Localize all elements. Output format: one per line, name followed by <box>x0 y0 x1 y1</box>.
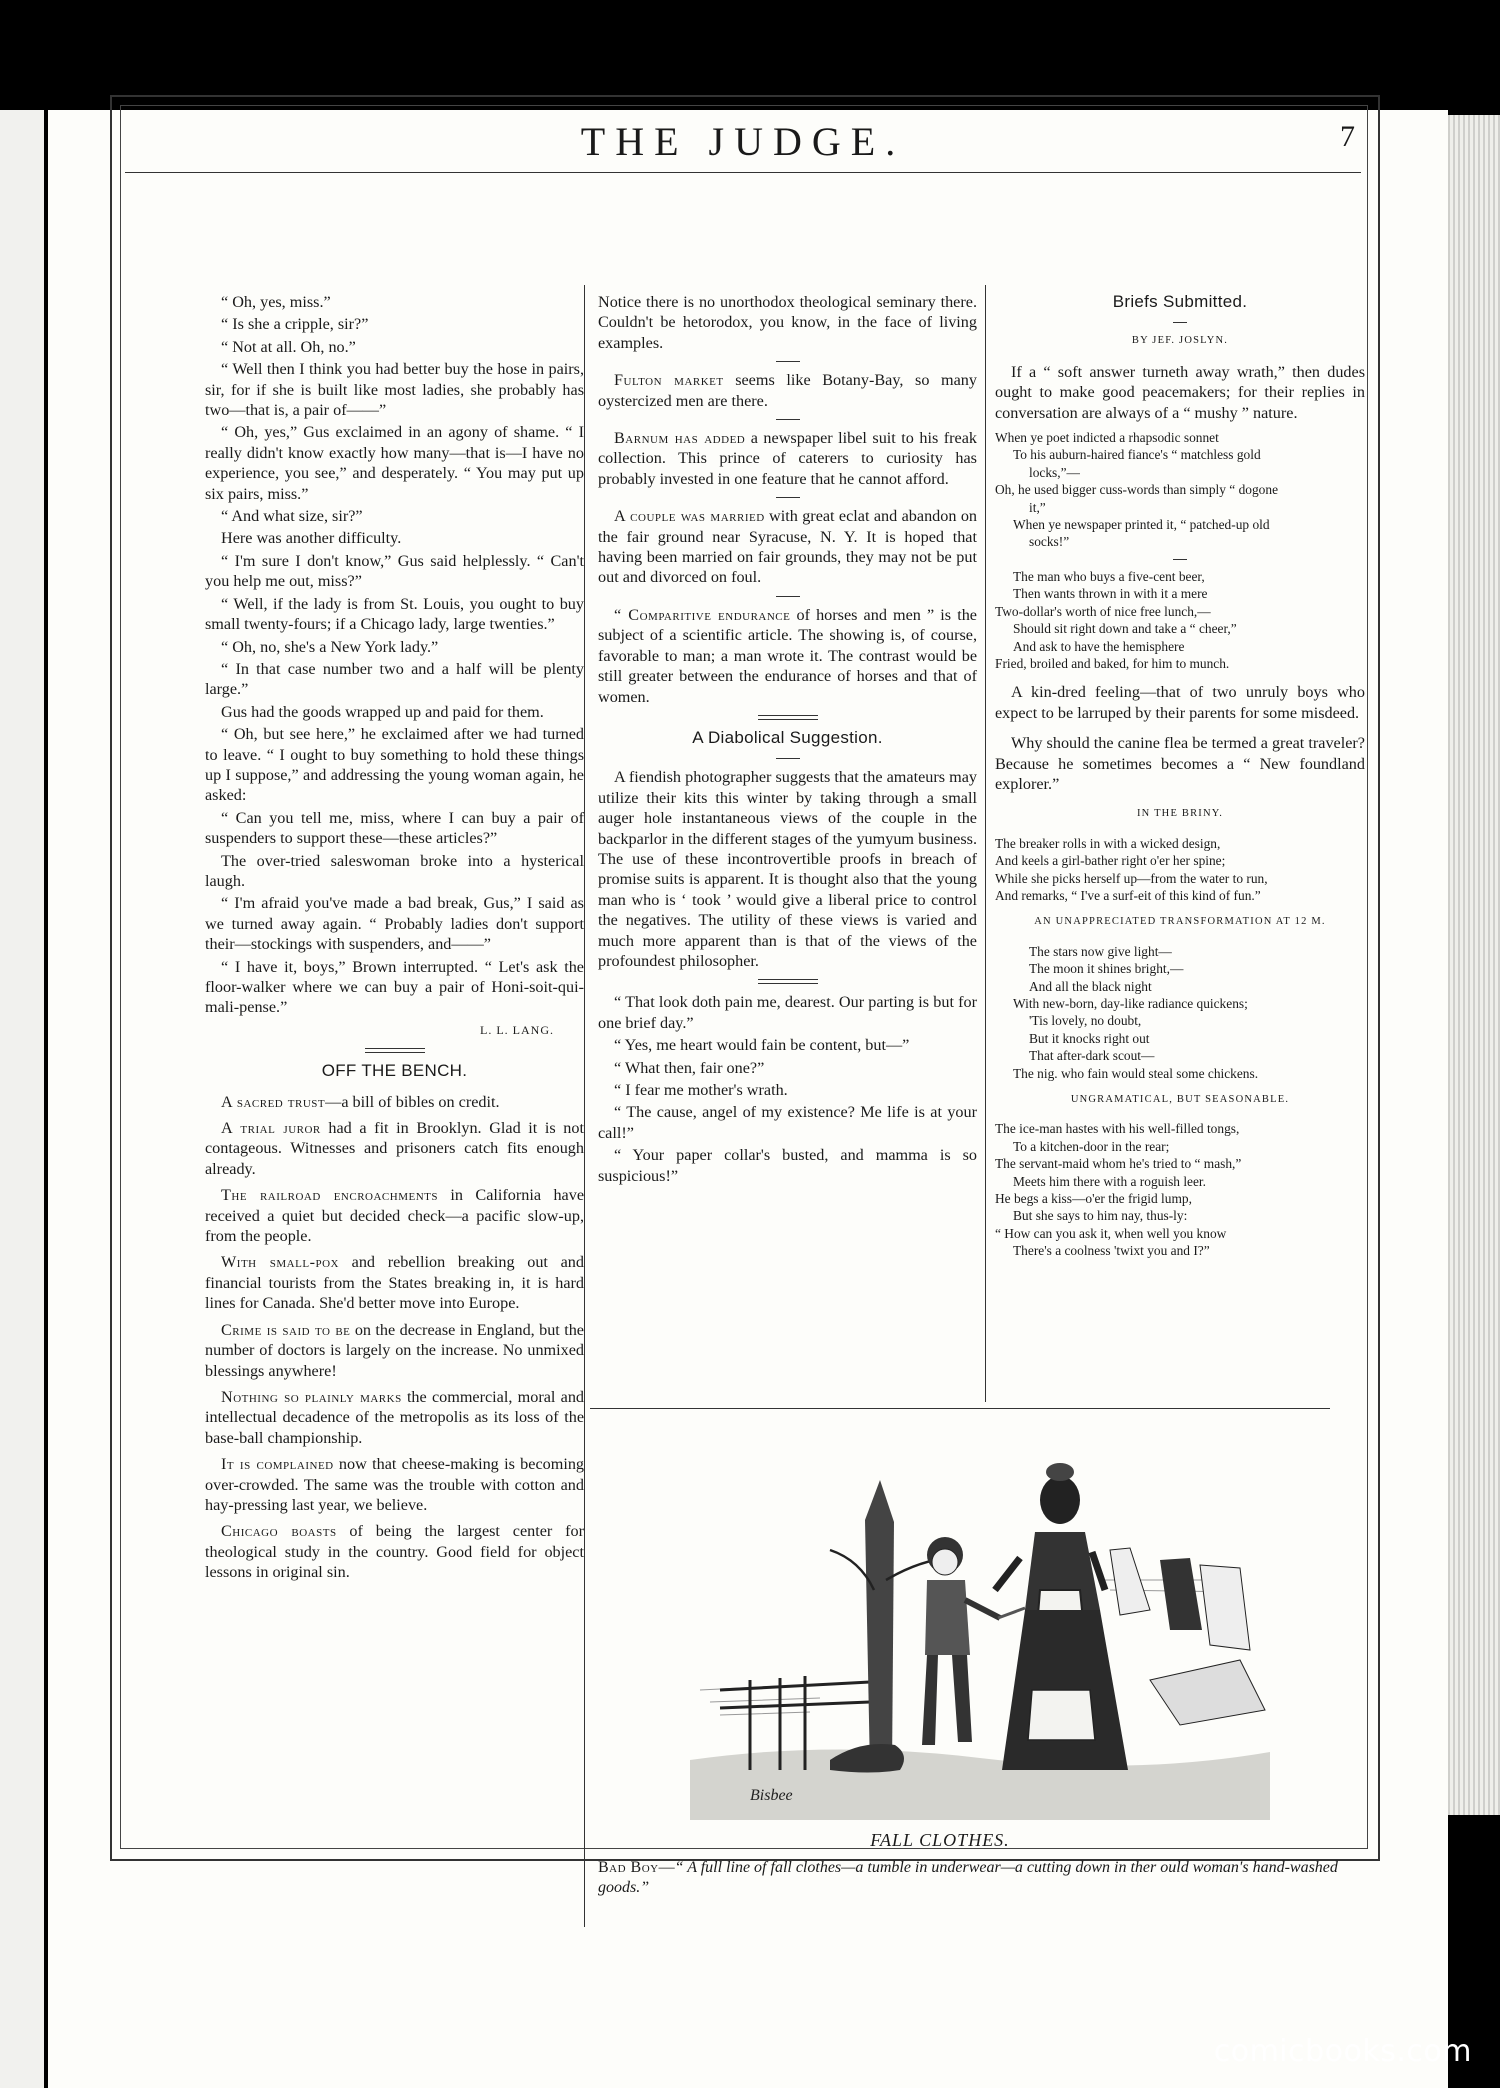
poem-line: “ How can you ask it, when well you know <box>995 1225 1227 1241</box>
lovers-dialogue <box>598 992 977 1186</box>
column-3 <box>995 292 1365 1260</box>
watermark-text: comicbooks.com <box>1213 2034 1472 2069</box>
story-dialogue <box>205 292 584 1018</box>
poem-line: Two-dollar's worth of nice free lunch,— <box>995 603 1211 619</box>
broken-tree-post <box>865 1480 894 1770</box>
poem-line: Oh, he used bigger cuss-words than simply “ dogone <box>995 482 1279 498</box>
news-item <box>205 1092 584 1112</box>
dialogue-paragraph: “ Your paper collar's busted, and mamma is so suspicious!” <box>598 1146 977 1185</box>
book-page-edges <box>1448 115 1500 1815</box>
subheading-transformation: AN UNAPPRECIATED TRANSFORMATION AT 12 M. <box>1034 916 1326 928</box>
dialogue-paragraph: Gus had the goods wrapped up and paid for them. <box>221 702 544 721</box>
poem-line: While she picks herself up—from the water to run, <box>995 870 1268 886</box>
off-the-bench-items <box>205 1092 584 1583</box>
news-item <box>205 1454 584 1515</box>
poem-transformation <box>995 943 1365 1082</box>
column-rule-2 <box>985 285 986 1402</box>
poem-line: When ye newspaper printed it, “ patched-up old <box>1013 517 1270 533</box>
short-rule <box>776 758 800 759</box>
dialogue-paragraph: “ Oh, no, she's a New York lady.” <box>221 637 439 656</box>
news-item-text: of horses and men ” is the subject of a scientific article. The showing is, of course, favorable to man; a man wrote it. The contrast would be still greater between the endurance of horses and that of women. <box>598 605 977 706</box>
news-item-text: the commercial, moral and intellectual decadence of the metropolis as its loss of the base-ball championship. <box>205 1387 585 1447</box>
short-rule <box>1173 322 1187 323</box>
news-item-lead: “ Comparitive endurance <box>614 605 791 624</box>
poem-line: The man who buys a five-cent beer, <box>1013 568 1205 584</box>
poem-line: There's a coolness 'twixt you and I?” <box>1013 1243 1210 1259</box>
news-item-text: had a fit in Brooklyn. Glad it is not contageous. Witnesses and prisoners catch fits enough already. <box>205 1119 584 1178</box>
poem-line: Should sit right down and take a “ cheer,” <box>1013 621 1237 637</box>
dialogue-paragraph: “ Oh, yes, miss.” <box>221 293 331 311</box>
poem-line: And ask to have the hemisphere <box>1013 638 1185 654</box>
news-item-text: seems like Botany-Bay, so many oystercized men are there. <box>598 371 977 410</box>
artist-signature: Bisbee <box>750 1787 793 1804</box>
briefs-paragraphs <box>995 682 1365 794</box>
section-heading-off-the-bench: OFF THE BENCH. <box>321 1061 468 1081</box>
poem-line: The breaker rolls in with a wicked design, <box>995 835 1221 851</box>
subheading-ungramatical: UNGRAMATICAL, BUT SEASONABLE. <box>1070 1094 1290 1106</box>
dialogue-paragraph: “ Oh, but see here,” he exclaimed after we had turned to leave. “ I ought to buy something to hold these things up I suppose,” and addressing the young woman again, he asked: <box>205 725 584 805</box>
poem-line: To a kitchen-door in the rear; <box>1013 1138 1170 1154</box>
masthead-rule <box>125 172 1361 173</box>
dialogue-paragraph: “ Well, if the lady is from St. Louis, you ought to buy small twenty-fours; if a Chicago lady, large twenties.” <box>205 594 584 634</box>
poem-line: locks,”— <box>1029 464 1080 480</box>
dialogue-paragraph: “ I'm afraid you've made a bad break, Gus,” I said as we turned away again. “ Probably ladies don't support their—stockings with suspenders, and——” <box>205 894 584 954</box>
news-item <box>205 1320 584 1381</box>
masthead-title: THE JUDGE. <box>580 119 906 164</box>
news-item-lead: Barnum has added <box>614 429 746 448</box>
cartoon-caption: Bad Boy—“ A full line of fall clothes—a tumble in underwear—a cutting down in ther ould woman's hand-washed goods.” <box>598 1859 1338 1896</box>
short-rule <box>776 419 800 420</box>
column-2-items <box>598 361 977 707</box>
short-rule <box>776 361 800 362</box>
poem-line: And all the black night <box>1029 978 1152 994</box>
dialogue-paragraph: “ And what size, sir?” <box>221 507 363 526</box>
poem-line: Fried, broiled and baked, for him to munch. <box>995 655 1230 671</box>
poem-line: 'Tis lovely, no doubt, <box>1029 1013 1142 1029</box>
poem-line: And remarks, “ I've a surf-eit of this kind of fun.” <box>995 887 1261 903</box>
news-item-text: now that cheese-making is becoming over-crowded. The same was the trouble with cotton and hay-pressing last year, we believe. <box>205 1455 585 1514</box>
dialogue-paragraph: “ Yes, me heart would fain be content, but—” <box>614 1036 910 1055</box>
poem-line: And keels a girl-bather right o'er her spine; <box>995 853 1226 869</box>
poem-line: The stars now give light— <box>1029 943 1172 959</box>
briefs-intro: If a “ soft answer turneth away wrath,” then dudes ought to make good peacemakers; for their replies in conversation are always of a “ mushy ” nature. <box>995 362 1365 422</box>
short-rule <box>776 497 800 498</box>
poem-free-lunch <box>995 568 1365 672</box>
news-item-text: and rebellion breaking out and financial tourists from the States breaking in, it is hard lines for Canada. She'd better move into Europe. <box>205 1253 584 1313</box>
poem-ice-man <box>995 1120 1365 1259</box>
double-rule <box>758 979 818 984</box>
poem-line: He begs a kiss—o'er the frigid lump, <box>995 1191 1192 1207</box>
poem-line: To his auburn-haired fiance's “ matchless gold <box>1013 447 1261 463</box>
poem-briny <box>995 835 1365 905</box>
byline: BY JEF. JOSLYN. <box>1131 335 1229 347</box>
dialogue-paragraph: “ I fear me mother's wrath. <box>614 1081 788 1099</box>
poem-line: Then wants thrown in with it a mere <box>1013 586 1208 602</box>
poem-line: But she says to him nay, thus-ly: <box>1013 1208 1188 1224</box>
news-item <box>205 1118 584 1179</box>
short-rule <box>1173 559 1187 560</box>
continued-paragraph: Notice there is no unorthodox theological seminary there. Couldn't be hetorodox, you know, in the face of living examples. <box>598 293 977 352</box>
poem-sonnet <box>995 429 1365 551</box>
column-2 <box>598 292 977 1188</box>
news-item <box>598 370 977 411</box>
cartoon-illustration <box>680 1440 1280 1820</box>
news-item-lead: Nothing so plainly marks <box>221 1387 402 1406</box>
dialogue-paragraph: “ In that case number two and a half will be plenty large.” <box>205 659 584 699</box>
news-item-text: with great eclat and abandon on the fair ground near Syracuse, N. Y. It is hoped that having been married on fair grounds, they may not be put out and divorced on foul. <box>598 507 978 587</box>
dialogue-paragraph: “ The cause, angel of my existence? Me life is at your call!” <box>598 1103 977 1142</box>
cartoon-top-rule <box>590 1408 1330 1409</box>
news-item <box>598 428 977 489</box>
news-item-text: in California have received a quiet but decided check—a pacific slow-up, from the people. <box>205 1186 585 1246</box>
caption-quote: “ A full line of fall clothes—a tumble in underwear—a cutting down in ther ould woman's hand-washed goods.” <box>598 1859 1338 1896</box>
poem-line: The servant-maid whom he's tried to “ mash,” <box>995 1156 1242 1172</box>
column-rule-1 <box>584 285 585 1927</box>
news-item <box>598 605 977 707</box>
news-item <box>205 1252 584 1313</box>
poem-line: The moon it shines bright,— <box>1029 961 1184 977</box>
news-item <box>205 1521 584 1582</box>
poem-line: That after-dark scout— <box>1029 1048 1155 1064</box>
poem-line: But it knocks right out <box>1029 1030 1150 1046</box>
poem-line: it,” <box>1029 499 1046 515</box>
dialogue-paragraph: “ I'm sure I don't know,” Gus said helplessly. “ Can't you help me out, miss?” <box>205 551 584 591</box>
news-item-lead: Fulton market <box>614 371 724 390</box>
news-item-lead: A trial juror <box>221 1119 321 1138</box>
dialogue-paragraph: “ Is she a cripple, sir?” <box>221 315 369 334</box>
briefs-paragraph: A kin-dred feeling—that of two unruly boys who expect to be larruped by their parents for some misdeed. <box>995 683 1365 722</box>
news-item-lead: A couple was married <box>614 507 765 526</box>
dialogue-paragraph: “ Not at all. Oh, no.” <box>221 337 356 356</box>
briefs-paragraph: Why should the canine flea be termed a great traveler? Because he sometimes becomes a “ New foundland explorer.” <box>995 734 1365 793</box>
dialogue-paragraph: “ Well then I think you had better buy the hose in pairs, sir, for if she is built like most ladies, she probably has two—that is, a pair of——” <box>205 360 584 420</box>
double-rule <box>758 715 818 720</box>
news-item-lead: Chicago boasts <box>221 1522 337 1541</box>
section-heading-diabolical: A Diabolical Suggestion. <box>692 727 883 747</box>
poem-line: The nig. who fain would steal some chickens. <box>1013 1065 1259 1081</box>
dialogue-paragraph: “ What then, fair one?” <box>614 1058 765 1077</box>
short-rule <box>776 596 800 597</box>
poem-line: When ye poet indicted a rhapsodic sonnet <box>995 430 1219 446</box>
column-1 <box>205 292 584 1585</box>
caption-speaker: Bad Boy <box>598 1859 659 1876</box>
dialogue-paragraph: “ Can you tell me, miss, where I can buy a pair of suspenders to support these—these articles?” <box>205 808 584 848</box>
news-item-lead: A sacred trust <box>221 1092 326 1111</box>
news-item-lead: With small-pox <box>221 1253 339 1272</box>
news-item <box>205 1387 584 1448</box>
news-item-lead: The railroad encroachments <box>221 1186 438 1205</box>
page-number: 7 <box>1340 120 1355 153</box>
dialogue-paragraph: “ Oh, yes,” Gus exclaimed in an agony of shame. “ I really didn't know exactly how many—that is—I have no experience, you see,” and desperately. “ You may put up six pairs, miss.” <box>205 423 584 503</box>
news-item-text: —a bill of bibles on credit. <box>325 1092 500 1111</box>
dialogue-paragraph: “ I have it, boys,” Brown interrupted. “ Let's ask the floor-walker where we can buy a pair of Honi-soit-qui-mali-pense.” <box>205 957 584 1017</box>
adjacent-page-edge <box>0 110 44 2088</box>
diabolical-paragraph: A fiendish photographer suggests that the amateurs may utilize their kits this winter by taking through a small auger hole instantaneous views of the couple in the backparlor in the different stages of the yumyum business. The use of these incontrovertible proofs in breach of promise suits is apparent. It is thought also that the young man who is ‘ took ’ would give a liberal price to control the negatives. The utility of these views is varied and much more apparent than is that of the views of the profoundest philosopher. <box>598 768 977 970</box>
dialogue-paragraph: The over-tried saleswoman broke into a hysterical laugh. <box>205 851 584 890</box>
news-item <box>598 506 977 588</box>
news-item-lead: It is complained <box>221 1455 334 1474</box>
story-signature: L. L. LANG. <box>480 1022 554 1037</box>
section-heading-briefs: Briefs Submitted. <box>1112 292 1248 311</box>
poem-line: Meets him there with a roguish leer. <box>1013 1173 1206 1189</box>
news-item-lead: Crime is said to be <box>221 1320 351 1339</box>
subheading-in-the-briny: IN THE BRINY. <box>1136 808 1224 820</box>
poem-line: socks!” <box>1029 534 1070 550</box>
double-rule <box>365 1048 425 1053</box>
news-item-text: on the decrease in England, but the number of doctors is largely on the increase. No unmixed blessings anywhere! <box>205 1320 584 1380</box>
news-item-text: a newspaper libel suit to his freak collection. This prince of caterers to curiosity has probably invested in one feature that he cannot afford. <box>598 429 977 488</box>
news-item-text: of being the largest center for theological study in the country. Good field for object lessons in original sin. <box>205 1522 584 1582</box>
dialogue-paragraph: “ That look doth pain me, dearest. Our parting is but for one brief day.” <box>598 993 977 1032</box>
dialogue-paragraph: Here was another difficulty. <box>221 529 402 548</box>
poem-line: The ice-man hastes with his well-filled tongs, <box>995 1121 1240 1137</box>
news-item <box>205 1185 584 1246</box>
cartoon-title: FALL CLOTHES. <box>870 1830 1010 1850</box>
poem-line: With new-born, day-like radiance quickens; <box>1013 996 1248 1011</box>
